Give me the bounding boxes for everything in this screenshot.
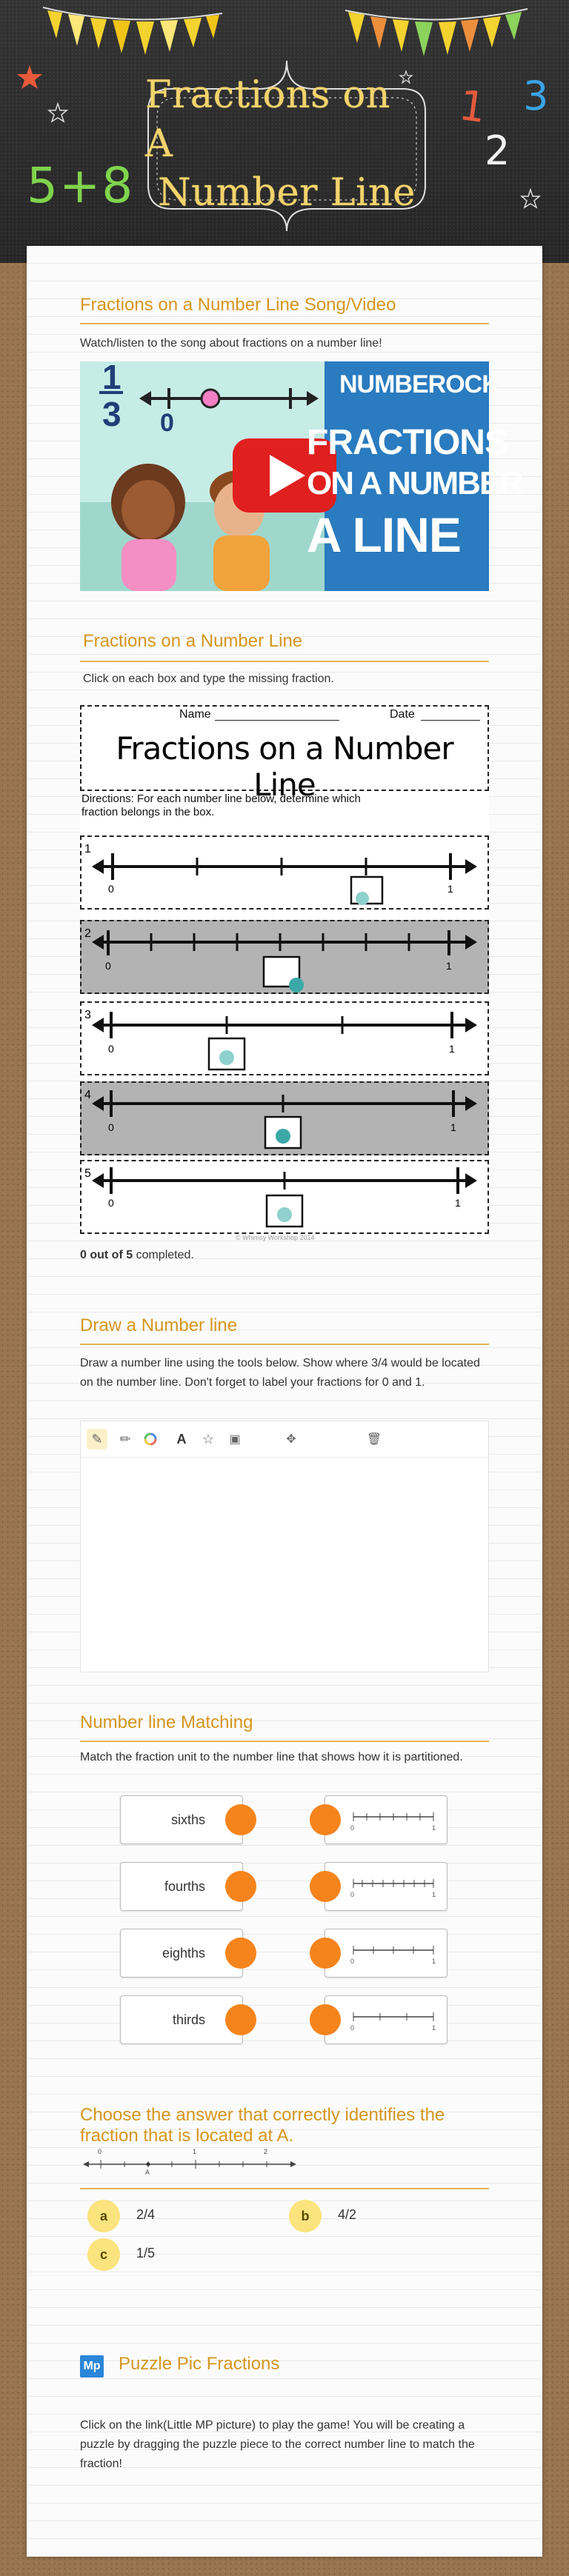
thumb-title-line-1: FRACTIONS [307, 423, 508, 462]
number-line-problem [80, 1081, 489, 1155]
marker-icon[interactable]: ✏ [119, 1431, 131, 1447]
number-line-fourths [350, 1875, 439, 1897]
chalk-digit-1: 1 [456, 81, 489, 133]
end-label: 1 [455, 1197, 461, 1209]
trash-icon[interactable]: 🗑 [366, 1433, 382, 1446]
match-connector-dot[interactable] [225, 2004, 256, 2035]
drawing-canvas[interactable] [80, 1421, 489, 1672]
page-title-line-2: Number Line [158, 171, 416, 215]
quiz-title-line-2: fraction that is located at A. [80, 2126, 294, 2146]
end-label: 1 [447, 883, 453, 895]
end-label: 1 [446, 960, 452, 972]
start-label: 0 [108, 883, 114, 895]
page-title-line-1: Fractions on A [145, 73, 391, 166]
number-line-problem [80, 1001, 489, 1075]
section-divider [80, 2188, 489, 2189]
number-line-problem [80, 835, 489, 910]
option-a-badge[interactable]: a [87, 2200, 120, 2232]
progress-count: 0 out of 5 [80, 1249, 133, 1261]
quiz-line-label-0: 0 [98, 2148, 102, 2155]
match-line-box[interactable] [325, 1862, 447, 1911]
number-line-sixths [350, 1808, 439, 1830]
puzzle-description: Click on the link(Little MP picture) to play the game! You will be creating a puzzle by dragging the puzzle piece to the correct number line to match the fraction! [80, 2419, 475, 2470]
match-connector-dot[interactable] [225, 1804, 256, 1835]
chalkboard-header [0, 0, 569, 263]
star-icon[interactable]: ☆ [202, 1431, 215, 1447]
matching-description: Match the fraction unit to the number line that shows how it is partitioned. [80, 1751, 463, 1764]
match-line-box[interactable] [325, 1929, 447, 1978]
quiz-section-title [80, 2105, 445, 2146]
drawing-toolbar [81, 1421, 488, 1458]
page-title [145, 73, 428, 215]
number-line-thirds [350, 2008, 439, 2030]
draw-description: Draw a number line using the tools below. Show where 3/4 would be located on the number line. Don't forget to label your fractions for 0 and 1. [80, 1357, 480, 1389]
problem-number: 1 [84, 843, 91, 855]
line-start-label: 0 [350, 2024, 355, 2032]
match-term-label: fourths [164, 1879, 205, 1894]
line-end-label: 1 [432, 1958, 436, 1965]
start-label: 0 [108, 1121, 114, 1133]
progress-suffix: completed. [136, 1249, 194, 1261]
match-connector-dot[interactable] [225, 1938, 256, 1969]
move-icon[interactable]: ✥ [286, 1433, 296, 1446]
quiz-line-label-1: 1 [193, 2148, 197, 2155]
date-line [421, 720, 480, 721]
thumb-zero-label: 0 [160, 409, 174, 437]
name-line [215, 720, 339, 721]
color-wheel-icon[interactable] [140, 1429, 161, 1449]
pencil-icon[interactable]: ✎ [87, 1429, 107, 1449]
worksheet-description: Click on each box and type the missing fraction. [83, 673, 334, 685]
numberock-brand: NUMBEROCK [339, 370, 499, 398]
date-label: Date [390, 708, 415, 721]
match-connector-dot[interactable] [310, 1871, 341, 1902]
thumb-title-line-3: A LINE [307, 507, 461, 562]
problem-number: 2 [84, 927, 91, 940]
section-divider [80, 1741, 489, 1742]
match-term-label: eighths [162, 1946, 205, 1961]
directions-line-1: Directions: For each number line below, determine which [81, 793, 361, 805]
line-start-label: 0 [350, 1891, 355, 1898]
answer-hotspot[interactable] [219, 1050, 234, 1065]
end-label: 1 [449, 1043, 455, 1055]
match-connector-dot[interactable] [225, 1871, 256, 1902]
section-divider [80, 323, 489, 324]
option-c-badge[interactable]: c [87, 2238, 120, 2271]
puzzle-section-title: Puzzle Pic Fractions [119, 2354, 280, 2374]
end-label: 1 [450, 1121, 456, 1133]
line-start-label: 0 [350, 1824, 355, 1832]
video-embed[interactable] [80, 358, 522, 591]
number-line-graphic [81, 1003, 488, 1074]
start-label: 0 [108, 1197, 114, 1209]
directions-line-2: fraction belongs in the box. [81, 806, 215, 818]
thumb-fraction-denominator: 3 [102, 395, 122, 433]
problem-number: 4 [84, 1089, 91, 1101]
answer-hotspot[interactable] [277, 1207, 292, 1222]
line-end-label: 1 [432, 2024, 436, 2032]
matching-section-title: Number line Matching [80, 1712, 253, 1732]
quiz-line-label-2: 2 [264, 2148, 268, 2155]
option-b-badge[interactable]: b [289, 2200, 322, 2232]
line-start-label: 0 [350, 1958, 355, 1965]
watermark: © Whimsy Workshop 2014 [236, 1234, 315, 1241]
number-line-problem [80, 1160, 489, 1234]
chalk-digit-2: 2 [485, 127, 510, 174]
start-label: 0 [108, 1043, 114, 1055]
answer-hotspot[interactable] [356, 892, 369, 905]
answer-hotspot[interactable] [289, 978, 304, 992]
line-end-label: 1 [432, 1891, 436, 1898]
match-connector-dot[interactable] [310, 1804, 341, 1835]
match-term-label: thirds [172, 2012, 205, 2027]
option-b-text[interactable]: 4/2 [338, 2207, 357, 2222]
problem-number: 5 [84, 1167, 91, 1180]
match-term-label: sixths [170, 1812, 205, 1827]
image-icon[interactable]: ▣ [229, 1433, 241, 1446]
quiz-number-line-image [80, 2148, 299, 2180]
worksheet-heading: Fractions on a Number Line [116, 730, 453, 803]
section-divider [80, 661, 489, 662]
chalk-digit-3: 3 [523, 73, 549, 119]
worksheet-section-title: Fractions on a Number Line [83, 631, 303, 651]
play-icon[interactable] [233, 438, 336, 513]
quiz-point-label: A [145, 2169, 150, 2176]
fraction-worksheet [80, 705, 489, 1241]
answer-hotspot[interactable] [276, 1129, 290, 1144]
option-c-text[interactable]: 1/5 [136, 2246, 156, 2260]
little-mp-picture-link[interactable]: Mp [80, 2355, 104, 2378]
problem-number: 3 [84, 1009, 91, 1021]
name-label: Name [179, 708, 211, 721]
section-divider [80, 1344, 489, 1345]
quiz-title-line-1: Choose the answer that correctly identifies the [80, 2105, 445, 2125]
video-description: Watch/listen to the song about fractions on a number line! [80, 337, 382, 350]
thumb-title-line-2: ON A NUMBER [307, 465, 522, 501]
start-label: 0 [105, 960, 111, 972]
chalk-equation: 5+8 [27, 157, 135, 214]
match-connector-dot[interactable] [310, 1938, 341, 1969]
number-line-graphic [81, 837, 488, 908]
video-section-title: Fractions on a Number Line Song/Video [80, 295, 396, 315]
line-end-label: 1 [432, 1824, 436, 1832]
number-line-problem [80, 920, 489, 994]
match-line-box[interactable] [325, 1995, 447, 2044]
number-line-eighths [350, 1941, 439, 1963]
progress-text [80, 1249, 194, 1262]
option-a-text[interactable]: 2/4 [136, 2207, 156, 2222]
number-line-graphic [81, 921, 488, 992]
text-icon[interactable]: A [176, 1431, 187, 1447]
match-connector-dot[interactable] [310, 2004, 341, 2035]
match-line-box[interactable] [325, 1795, 447, 1844]
thumb-fraction-numerator: 1 [102, 358, 122, 396]
draw-section-title: Draw a Number line [80, 1315, 238, 1335]
